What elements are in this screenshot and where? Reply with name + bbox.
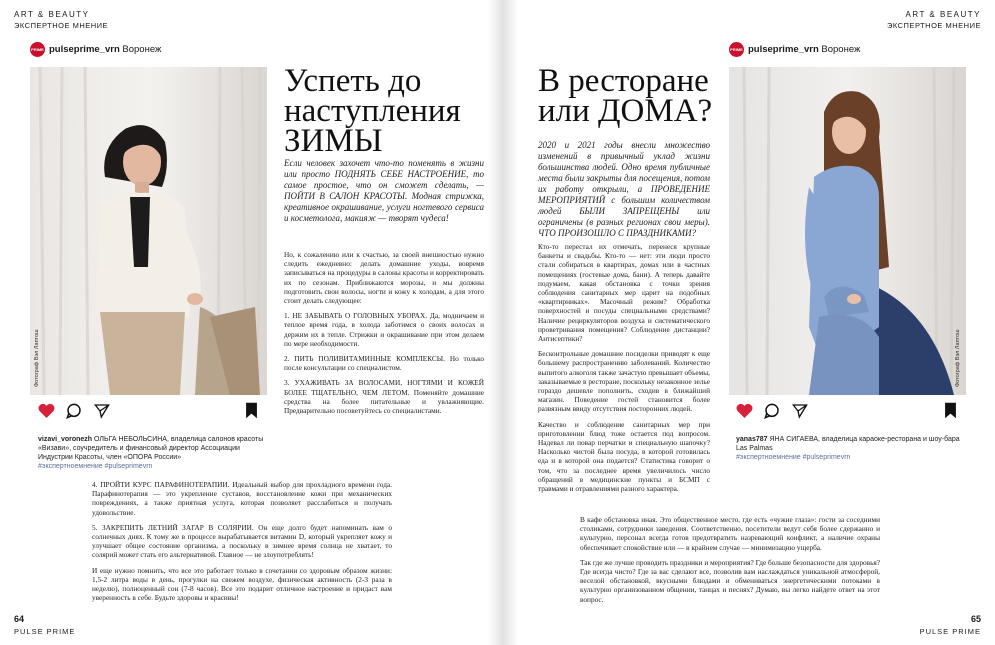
title-line: ЗИМЫ	[284, 123, 383, 159]
caption-hashtags[interactable]: #экспертноемнение #pulseprimevrn	[736, 454, 851, 461]
paragraph: Но, к сожалению или к счастью, за своей внешностью нужно следить ежедневно: делать домашние уходы, вовремя записываться на процедуры в салоны красоты и корректировать их по сезонам. Приближаются морозы, и мы должны подготовить свои волосы, ногти и кожу к холодам, а для этого стоит делать следующее:	[284, 250, 484, 306]
paragraph: В кафе обстановка иная. Это общественное место, где есть «чужие глаза»: гости за соседними столиками, сотрудники заведения. Соответственно, посетители ведут себя более сдержанно и культурно, персонал всегда готов предотвратить назревающий конфликт, а наличие охраны обеспечивает спокойствие или — в крайнем случае — минимизацию ущерба.	[580, 515, 880, 552]
right-article-column	[538, 242, 710, 499]
bookmark-icon[interactable]	[245, 402, 258, 423]
left-section-sublabel: ЭКСПЕРТНОЕ МНЕНИЕ	[14, 21, 109, 30]
comment-bubble-icon[interactable]	[764, 403, 780, 423]
account-city: Воронеж	[122, 44, 162, 55]
paragraph: 3. УХАЖИВАТЬ ЗА ВОЛОСАМИ, НОГТЯМИ И КОЖЕЙ БОЛЕЕ ТЩАТЕЛЬНО, ЧЕМ ЛЕТОМ. Поменяйте домашние средства на более питательные и увлажняющие. Предварительно посоветуйтесь со специалистами.	[284, 378, 484, 416]
caption-user[interactable]: vizavi_voronezh	[38, 436, 93, 443]
footer-brand: PULSE PRIME	[919, 627, 981, 636]
account-city: Воронеж	[821, 44, 861, 55]
left-portrait-photo	[30, 67, 267, 395]
paragraph: 2. ПИТЬ ПОЛИВИТАМИННЫЕ КОМПЛЕКСЫ. Но только после консультации со специалистом.	[284, 354, 484, 373]
comment-bubble-icon[interactable]	[66, 403, 82, 423]
paragraph: И еще нужно помнить, что все это работает только в сочетании со здоровым образом жизни: 1,5-2 литра воды в день, прогулки на свежем воздухе, физическая активность (2-3 раза в неделю), полноценный сон (7-8 часов). Все это подарит отличное настроение и придаст вам уверенность в себе. Будьте здоровы и красивы!	[92, 565, 392, 603]
right-portrait-photo	[729, 67, 966, 395]
photo-credit: Фотограф Вэл Лаптош	[955, 329, 961, 387]
caption-text: ОЛЬГА НЕБОЛЬСИНА, владелица салонов красоты «Визави», соучредитель и финансовый директор Ассоциации Индустрии Красоты, член «ОПОРА России»	[38, 436, 264, 461]
right-article-lead: 2020 и 2021 годы внесли множество изменений в привычный уклад жизни большинства людей. Одно время публичные места были закрыты для посещения, потом их работу открыли, а ПРОВЕДЕНИЕ МЕРОПРИЯТИЙ с большим количеством людей БЫЛИ ЗАПРЕЩЕНЫ или ограничены (в разных регионах свои меры). ЧТО ПРОИЗОШЛО С ПРАЗДНИКАМИ?	[538, 140, 710, 238]
right-post-caption	[736, 435, 961, 462]
paragraph: Кто-то перестал их отмечать, перенеся крупные банкеты и свадьбы. Кто-то — нет: эти люди просто стали собираться в квартирах, домах или в частных помещениях (гостевые дома, бани). А теперь давайте подумаем, какая обстановка с точки зрения соблюдения санитарных мер царит на подобных «квартирниках». Масочный режим? Обработка поверхностей и посуды специальными средствами? Наличие рециркуляторов воздуха и систематического проветривания помещения? Соблюдение дистанции? Антисептики?	[538, 242, 710, 344]
left-post-header[interactable]	[30, 42, 161, 57]
title-line: Успеть до	[284, 63, 422, 99]
paragraph: Качество и соблюдение санитарных мер при приготовлении блюд тоже остается под вопросом. Надевал ли повар перчатки и специальную шапочку? Насколько чистой была посуда, в которой готовилась еда и в которой она подается? Статистика говорит о том, что за последнее время увеличилось число обращений в медицинские пункты и БСМП с травмами и отравлениями разного характера.	[538, 419, 710, 494]
right-article-bottom	[580, 515, 880, 610]
avatar[interactable]: PRIME	[30, 42, 45, 57]
title-line: наступления	[284, 93, 461, 129]
paragraph: 4. ПРОЙТИ КУРС ПАРАФИНОТЕРАПИИ. Идеальный выбор для прохладного времени года. Парафинотерапия — это укрепление суставов, восстановление кожи при механических повреждениях, а также приятная услуга, которая позволяет расслабиться и получать удовольствие.	[92, 480, 392, 517]
right-post-header[interactable]	[729, 42, 860, 57]
heart-icon[interactable]	[38, 403, 55, 422]
heart-icon[interactable]	[736, 403, 753, 422]
paragraph: 1. НЕ ЗАБЫВАТЬ О ГОЛОВНЫХ УБОРАХ. Да, модничаем и теплое время года, в холода заботимся о своих волосах и держим их в тепле. Стрижки и окрашивание при этом делаем по мере необходимости.	[284, 311, 484, 348]
left-section-label: ART & BEAUTY	[14, 10, 90, 19]
left-article-bottom	[92, 480, 392, 608]
right-article-title	[538, 63, 723, 129]
account-name[interactable]: pulseprime_vrn	[748, 44, 819, 55]
paragraph: 5. ЗАКРЕПИТЬ ЛЕТНИЙ ЗАГАР В СОЛЯРИИ. Он еще долго будет напоминать вам о солнечных днях. К тому же в процессе вырабатывается витамин D, который укрепляет кожу и улучшает общее состояние организма, а поскольку в зимнее время солнца не хватает, то солярий может стать его альтернативой. Главное — не злоупотреблять!	[92, 522, 392, 560]
page-number: 64	[14, 614, 25, 624]
left-article-title	[284, 63, 484, 159]
avatar[interactable]: PRIME	[729, 42, 744, 57]
footer-brand: PULSE PRIME	[14, 627, 76, 636]
title-line: или ДОМА?	[538, 93, 713, 129]
paragraph: Бесконтрольные домашние посиделки приводят к еще большему распространению заболеваний. Количество выпитого алкоголя также зачастую превышает объемы, заказываемые в ресторане, поскольку незаконное зелье гораздо дешевле пополнить, сходив в ближайший магазин. Поведение гостей становится более развязным ввиду отсутствия посторонних людей.	[538, 349, 710, 414]
title-line: В ресторане	[538, 63, 709, 99]
caption-hashtags[interactable]: #экспертноемнение #pulseprimevrn	[38, 463, 153, 470]
left-article-lead: Если человек захочет что-то поменять в жизни или просто ПОДНЯТЬ СЕБЕ НАСТРОЕНИЕ, то самое простое, что он сможет сделать, — ПОЙТИ В САЛОН КРАСОТЫ. Модная стрижка, креативное окрашивание, услуги ногтевого сервиса и косметолога, макияж — творят чудеса!	[284, 158, 484, 223]
paragraph: Так где же лучше проводить праздники и мероприятия? Где больше безопасности для здоровья? Где всегда чисто? Где за вас сделают все, позволив вам наслаждаться уникальной атмосферой, веселой обстановкой, вкусными блюдами и обмениваться энергетическими потоками в культурно организованном общении, танцах и песнях? Думаю, вы легко найдете ответ на этот вопрос.	[580, 557, 880, 604]
paper-plane-icon[interactable]	[94, 403, 110, 423]
caption-user[interactable]: yanas787	[736, 436, 768, 443]
photo-credit: Фотограф Вэл Лаптош	[34, 329, 40, 387]
left-post-caption	[38, 435, 268, 471]
page-number: 65	[970, 614, 981, 624]
bookmark-icon[interactable]	[944, 402, 957, 423]
account-name[interactable]: pulseprime_vrn	[49, 44, 120, 55]
paper-plane-icon[interactable]	[792, 403, 808, 423]
caption-text: ЯНА СИГАЕВА, владелица караоке-ресторана и шоу-бара Las Palmas	[736, 436, 960, 452]
right-section-sublabel: ЭКСПЕРТНОЕ МНЕНИЕ	[886, 21, 981, 30]
left-article-column	[284, 250, 484, 421]
spread-gutter-shadow	[488, 0, 518, 645]
right-section-label: ART & BEAUTY	[905, 10, 981, 19]
